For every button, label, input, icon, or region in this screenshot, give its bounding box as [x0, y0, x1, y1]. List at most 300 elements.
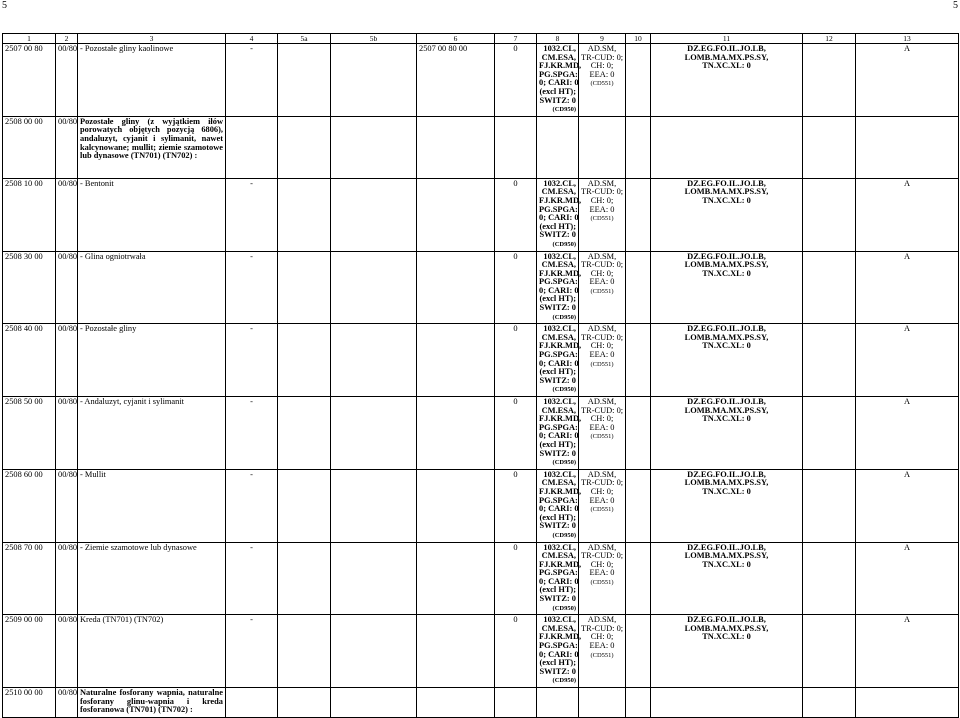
col8-line: [539, 385, 576, 395]
col11-line-text: TN.XC.XL: 0: [702, 486, 751, 496]
col8-cell: [537, 251, 582, 324]
cn-code: 2508 60 00: [5, 469, 43, 479]
col7-cell: [495, 324, 537, 397]
col11-line-text: LOMB.MA.MX.PS.SY,: [684, 187, 769, 197]
col6-cell: [417, 615, 495, 688]
col8-text-block: [539, 251, 582, 323]
col9-line: [581, 287, 623, 297]
col5b-cell: [331, 615, 417, 688]
col13-value: A: [903, 324, 911, 334]
col8-line-text: FJ.KR.MD,: [539, 632, 582, 642]
suffix: 00/80: [58, 615, 78, 625]
col8-line-text: (excl HT);: [539, 86, 576, 96]
header-cell: 8: [537, 34, 579, 44]
col9-line-text: TR-CUD: 0;: [581, 551, 624, 561]
col9-line-text: EEA: 0: [589, 277, 615, 287]
col4-value: -: [250, 251, 253, 261]
suffix: 00/80: [58, 324, 78, 334]
col8-line-text: CM.ESA,: [541, 260, 576, 270]
col8-cell: [537, 116, 579, 178]
col8-line-text: 1032.CL,: [543, 178, 576, 188]
cn-code: 2507 00 80: [5, 44, 43, 53]
col8-line: [539, 377, 576, 386]
col6-value: 2507 00 80 00: [419, 44, 468, 53]
suffix: 00/80: [58, 397, 78, 406]
col8-cell: [537, 615, 582, 688]
col9-line: [581, 214, 623, 224]
cn-code-cell: [3, 178, 56, 251]
suffix: 00/80: [58, 688, 78, 697]
description: - Glina ogniotrwała: [80, 251, 146, 261]
col13-value: A: [903, 178, 911, 188]
suffix-cell: [56, 116, 78, 178]
col8-line-text: (excl HT);: [539, 512, 576, 522]
table-row: [3, 688, 959, 718]
col11-line: [653, 342, 800, 351]
col8-line-text: 0; CARI: 0: [539, 285, 579, 295]
col7-cell: [495, 615, 537, 688]
col13-value: A: [903, 615, 911, 625]
col9-line-text: AD.SM,: [587, 324, 617, 334]
col9-line-text: TR-CUD: 0;: [581, 260, 624, 270]
col8-line-text: 0; CARI: 0: [539, 504, 579, 514]
col9-line-text: TR-CUD: 0;: [581, 405, 624, 415]
page-number-right: 5: [953, 0, 958, 11]
col9-line-text: (CD551): [590, 215, 614, 223]
col9-line-text: (CD551): [590, 287, 614, 295]
col8-line-text: CM.ESA,: [541, 551, 576, 561]
col8-line-text: 1032.CL,: [543, 615, 576, 625]
col8-line: [539, 450, 576, 459]
col13-value: A: [903, 44, 911, 53]
col11-line: [653, 561, 800, 570]
description-cell: [78, 324, 226, 397]
col8-line-text: SWITZ: 0: [539, 375, 576, 385]
col8-line: [539, 595, 576, 604]
col7-value: 0: [513, 397, 518, 406]
col5b-cell: [331, 324, 417, 397]
description-cell: [78, 615, 226, 688]
col4-cell: [226, 688, 278, 718]
col5b-cell: [331, 469, 417, 542]
description: Pozostałe gliny (z wyjątkiem iłów porowatych objętych pozycją 6806), andaluzyt, cyjanit i sylimanit, nawet kalcynowane; mullit; ziemie szamotowe lub dynasowe (TN701) (TN702) :: [80, 116, 223, 161]
col7-value: 0: [513, 615, 518, 625]
col9-line-text: AD.SM,: [587, 251, 617, 261]
cn-code: 2510 00 00: [5, 688, 43, 697]
description-cell: [78, 397, 226, 470]
col9-line-text: EEA: 0: [589, 422, 615, 432]
col5b-cell: [331, 178, 417, 251]
col9-cell: [579, 615, 626, 688]
col8-cell: [537, 324, 582, 397]
header-cell: 10: [626, 34, 651, 44]
col8-line: [539, 676, 576, 686]
col8-line-text: 0; CARI: 0: [539, 431, 579, 441]
col4-cell: [226, 116, 278, 178]
col8-line-text: SWITZ: 0: [539, 448, 576, 458]
col11-line-text: DZ.EG.FO.IL.JO.LB,: [687, 324, 766, 334]
col9-line-text: AD.SM,: [587, 178, 617, 188]
col4-value: -: [250, 44, 253, 53]
col4-cell: [226, 542, 278, 615]
col13-value: A: [903, 469, 911, 479]
col9-cell: [579, 397, 626, 470]
col8-line-text: SWITZ: 0: [539, 303, 576, 313]
col4-cell: [226, 324, 278, 397]
header-cell: 12: [803, 34, 856, 44]
col13-cell: [856, 688, 959, 718]
header-cell: 2: [56, 34, 78, 44]
col11-line-text: DZ.EG.FO.IL.JO.LB,: [687, 178, 766, 188]
col8-line-text: (CD950): [552, 386, 576, 394]
col11-cell: [651, 178, 803, 251]
col4-cell: [226, 469, 278, 542]
col6-cell: [417, 542, 495, 615]
col10-cell: [626, 397, 651, 470]
col8-line-text: CM.ESA,: [541, 52, 576, 62]
col7-cell: [495, 251, 537, 324]
col8-line: [539, 604, 576, 614]
col9-line-text: AD.SM,: [587, 615, 617, 625]
col9-line: [581, 432, 623, 442]
suffix-cell: [56, 324, 78, 397]
col4-value: -: [250, 469, 253, 479]
col11-line-text: DZ.EG.FO.IL.JO.LB,: [687, 469, 766, 479]
cn-code-cell: [3, 44, 56, 117]
col6-cell: [417, 44, 495, 117]
col6-cell: [417, 251, 495, 324]
col8-line-text: FJ.KR.MD,: [539, 414, 582, 424]
col13-cell: [856, 469, 959, 542]
col13-value: A: [903, 542, 911, 552]
col9-line: [581, 497, 623, 506]
col8-line-text: PG.SPGA:: [539, 422, 578, 432]
col9-cell: [579, 251, 626, 324]
suffix: 00/80: [58, 116, 78, 126]
col11-cell: [651, 324, 803, 397]
col12-cell: [803, 44, 856, 117]
col13-value: A: [903, 397, 911, 406]
col8-line-text: CM.ESA,: [541, 478, 576, 488]
col8-line: [539, 231, 576, 240]
col13-cell: [856, 615, 959, 688]
col10-cell: [626, 251, 651, 324]
col7-value: 0: [513, 469, 518, 479]
col8-line-text: FJ.KR.MD,: [539, 341, 582, 351]
col8-line-text: PG.SPGA:: [539, 69, 578, 79]
col10-cell: [626, 469, 651, 542]
col4-value: -: [250, 615, 253, 625]
col12-cell: [803, 251, 856, 324]
col9-line: [581, 505, 623, 515]
col5a-cell: [278, 615, 331, 688]
header-cell: 5a: [278, 34, 331, 44]
col9-line-text: CH: 0;: [590, 559, 614, 569]
col11-line-text: LOMB.MA.MX.PS.SY,: [684, 332, 769, 342]
col13-cell: [856, 397, 959, 470]
col8-line-text: PG.SPGA:: [539, 495, 578, 505]
col11-line-text: DZ.EG.FO.IL.JO.LB,: [687, 615, 766, 625]
table-row: [3, 324, 959, 397]
col8-line-text: 0; CARI: 0: [539, 576, 579, 586]
col8-line-text: (excl HT);: [539, 658, 576, 668]
suffix-cell: [56, 251, 78, 324]
col10-cell: [626, 615, 651, 688]
col9-line: [581, 424, 623, 433]
col11-line-text: TN.XC.XL: 0: [702, 632, 751, 642]
suffix-cell: [56, 469, 78, 542]
col12-cell: [803, 178, 856, 251]
col8-line-text: PG.SPGA:: [539, 350, 578, 360]
col7-cell: [495, 116, 537, 178]
col11-line-text: TN.XC.XL: 0: [702, 559, 751, 569]
description: - Bentonit: [80, 178, 114, 188]
col11-cell: [651, 116, 803, 178]
cn-code-cell: [3, 397, 56, 470]
col8-line-text: 1032.CL,: [543, 469, 576, 479]
col8-line-text: (CD950): [552, 106, 576, 114]
col8-text-block: [539, 542, 582, 614]
col11-line-text: LOMB.MA.MX.PS.SY,: [684, 52, 769, 62]
description-cell: [78, 469, 226, 542]
col11-line-text: TN.XC.XL: 0: [702, 61, 751, 71]
header-row: [3, 34, 959, 44]
col8-line-text: (CD950): [552, 531, 576, 539]
col9-line-text: (CD551): [590, 80, 614, 88]
col8-line-text: 0; CARI: 0: [539, 213, 579, 223]
cn-code-cell: [3, 688, 56, 718]
col5a-cell: [278, 178, 331, 251]
header-cell: 4: [226, 34, 278, 44]
col11-line-text: TN.XC.XL: 0: [702, 341, 751, 351]
col5b-cell: [331, 688, 417, 718]
col8-line-text: FJ.KR.MD,: [539, 559, 582, 569]
cn-code: 2508 50 00: [5, 397, 43, 406]
col5b-cell: [331, 116, 417, 178]
col11-cell: [651, 397, 803, 470]
col8-line: [539, 97, 576, 106]
col11-line-text: LOMB.MA.MX.PS.SY,: [684, 478, 769, 488]
col8-line: [539, 313, 576, 323]
col9-line-text: CH: 0;: [590, 341, 614, 351]
col7-cell: [495, 44, 537, 117]
suffix: 00/80: [58, 44, 78, 53]
col8-line-text: FJ.KR.MD,: [539, 268, 582, 278]
col5a-cell: [278, 469, 331, 542]
col11-line: [653, 488, 800, 497]
col9-cell: [579, 178, 626, 251]
col13-cell: [856, 44, 959, 117]
col9-line-text: (CD551): [590, 360, 614, 368]
suffix: 00/80: [58, 469, 78, 479]
col8-text-block: [539, 324, 582, 395]
cn-code: 2509 00 00: [5, 615, 43, 625]
col5b-cell: [331, 44, 417, 117]
col9-line-text: AD.SM,: [587, 44, 617, 53]
col8-line-text: FJ.KR.MD,: [539, 61, 582, 71]
table-row: [3, 397, 959, 470]
col9-line: [581, 71, 623, 80]
col5b-cell: [331, 251, 417, 324]
col8-line-text: 1032.CL,: [543, 324, 576, 334]
col9-line-text: CH: 0;: [590, 414, 614, 424]
col6-cell: [417, 397, 495, 470]
col8-line: [539, 304, 576, 313]
col9-line-text: (CD551): [590, 578, 614, 586]
cn-code-cell: [3, 469, 56, 542]
col8-line: [539, 668, 576, 677]
col9-cell: [579, 324, 626, 397]
description: - Mullit: [80, 469, 106, 479]
col9-line-text: EEA: 0: [589, 568, 615, 578]
col11-line-text: TN.XC.XL: 0: [702, 195, 751, 205]
col5b-cell: [331, 542, 417, 615]
col8-line-text: (excl HT);: [539, 439, 576, 449]
col10-cell: [626, 116, 651, 178]
col9-line: [581, 360, 623, 370]
col9-line-text: CH: 0;: [590, 61, 614, 71]
col9-line: [581, 206, 623, 215]
col12-cell: [803, 542, 856, 615]
header-cell: 3: [78, 34, 226, 44]
col5b-cell: [331, 397, 417, 470]
col10-cell: [626, 324, 651, 397]
col11-line-text: DZ.EG.FO.IL.JO.LB,: [687, 397, 766, 406]
col11-line-text: LOMB.MA.MX.PS.SY,: [684, 260, 769, 270]
cn-code: 2508 40 00: [5, 324, 43, 334]
col9-line: [581, 578, 623, 588]
col13-cell: [856, 178, 959, 251]
header-cell: 6: [417, 34, 495, 44]
col11-line: [653, 415, 800, 424]
col8-line-text: 1032.CL,: [543, 542, 576, 552]
col8-line-text: CM.ESA,: [541, 405, 576, 415]
col8-text-block: [539, 615, 582, 686]
col13-cell: [856, 116, 959, 178]
col8-cell: [537, 469, 582, 542]
header-cell: 13: [856, 34, 959, 44]
col9-line-text: (CD551): [590, 506, 614, 514]
col11-line-text: LOMB.MA.MX.PS.SY,: [684, 405, 769, 415]
col11-line-text: LOMB.MA.MX.PS.SY,: [684, 623, 769, 633]
col8-line-text: (excl HT);: [539, 221, 576, 231]
header-cell: 9: [579, 34, 626, 44]
col8-line-text: 1032.CL,: [543, 44, 576, 53]
col5a-cell: [278, 397, 331, 470]
description-cell: [78, 251, 226, 324]
col5a-cell: [278, 324, 331, 397]
description: - Pozostałe gliny kaolinowe: [80, 44, 174, 53]
col4-cell: [226, 251, 278, 324]
suffix-cell: [56, 688, 78, 718]
col8-line-text: 0; CARI: 0: [539, 358, 579, 368]
description: Naturalne fosforany wapnia, naturalne fosforany glinu-wapnia i kreda fosforanowa (TN701) (TN702) :: [80, 688, 223, 715]
col11-cell: [651, 542, 803, 615]
description-cell: [78, 116, 226, 178]
cn-code-cell: [3, 615, 56, 688]
col4-value: -: [250, 542, 253, 552]
col8-line-text: (CD950): [552, 677, 576, 685]
header-cell: 11: [651, 34, 803, 44]
table-row: [3, 615, 959, 688]
col9-line: [581, 351, 623, 360]
col8-text-block: [539, 469, 582, 541]
col6-cell: [417, 324, 495, 397]
col8-line-text: (CD950): [552, 604, 576, 612]
suffix: 00/80: [58, 542, 78, 552]
col8-line-text: 1032.CL,: [543, 251, 576, 261]
col8-cell: [537, 44, 582, 117]
col9-line: [581, 651, 623, 661]
col4-value: -: [250, 178, 253, 188]
col9-line-text: (CD551): [590, 433, 614, 441]
col11-cell: [651, 44, 803, 117]
description-cell: [78, 688, 226, 718]
col9-line-text: EEA: 0: [589, 350, 615, 360]
col9-cell: [579, 44, 626, 117]
col9-line-text: AD.SM,: [587, 397, 617, 406]
col4-value: -: [250, 324, 253, 334]
col9-line-text: EEA: 0: [589, 204, 615, 214]
col9-cell: [579, 116, 626, 178]
col9-line-text: CH: 0;: [590, 195, 614, 205]
col12-cell: [803, 324, 856, 397]
cn-code-cell: [3, 542, 56, 615]
col9-line: [581, 569, 623, 578]
col11-line: [653, 633, 800, 642]
col9-line-text: EEA: 0: [589, 495, 615, 505]
col8-line-text: 0; CARI: 0: [539, 649, 579, 659]
col8-cell: [537, 178, 582, 251]
col9-line: [581, 278, 623, 287]
table-row: [3, 469, 959, 542]
col10-cell: [626, 178, 651, 251]
header-cell: 5b: [331, 34, 417, 44]
col8-line-text: SWITZ: 0: [539, 666, 576, 676]
col7-value: 0: [513, 251, 518, 261]
header-cell: 7: [495, 34, 537, 44]
col11-line: [653, 62, 800, 71]
col8-cell: [537, 542, 582, 615]
col9-line-text: TR-CUD: 0;: [581, 52, 624, 62]
col4-value: -: [250, 397, 253, 406]
col5a-cell: [278, 251, 331, 324]
col11-line-text: DZ.EG.FO.IL.JO.LB,: [687, 44, 766, 53]
col9-line-text: TR-CUD: 0;: [581, 332, 624, 342]
col9-line-text: TR-CUD: 0;: [581, 623, 624, 633]
col8-line: [539, 522, 576, 531]
col8-text-block: [539, 44, 582, 115]
col8-line-text: FJ.KR.MD,: [539, 195, 582, 205]
col8-line-text: 0; CARI: 0: [539, 78, 579, 88]
col13-cell: [856, 542, 959, 615]
col8-line-text: FJ.KR.MD,: [539, 486, 582, 496]
col5a-cell: [278, 44, 331, 117]
col4-cell: [226, 44, 278, 117]
col10-cell: [626, 44, 651, 117]
col8-line-text: SWITZ: 0: [539, 594, 576, 604]
description: - Andaluzyt, cyjanit i sylimanit: [80, 397, 184, 406]
col11-line-text: TN.XC.XL: 0: [702, 268, 751, 278]
col9-line-text: (CD551): [590, 651, 614, 659]
description: Kreda (TN701) (TN702): [80, 615, 164, 625]
col7-value: 0: [513, 44, 518, 53]
col12-cell: [803, 469, 856, 542]
cn-code: 2508 30 00: [5, 251, 43, 261]
col12-cell: [803, 688, 856, 718]
col9-line-text: TR-CUD: 0;: [581, 478, 624, 488]
col8-text-block: [539, 397, 582, 468]
